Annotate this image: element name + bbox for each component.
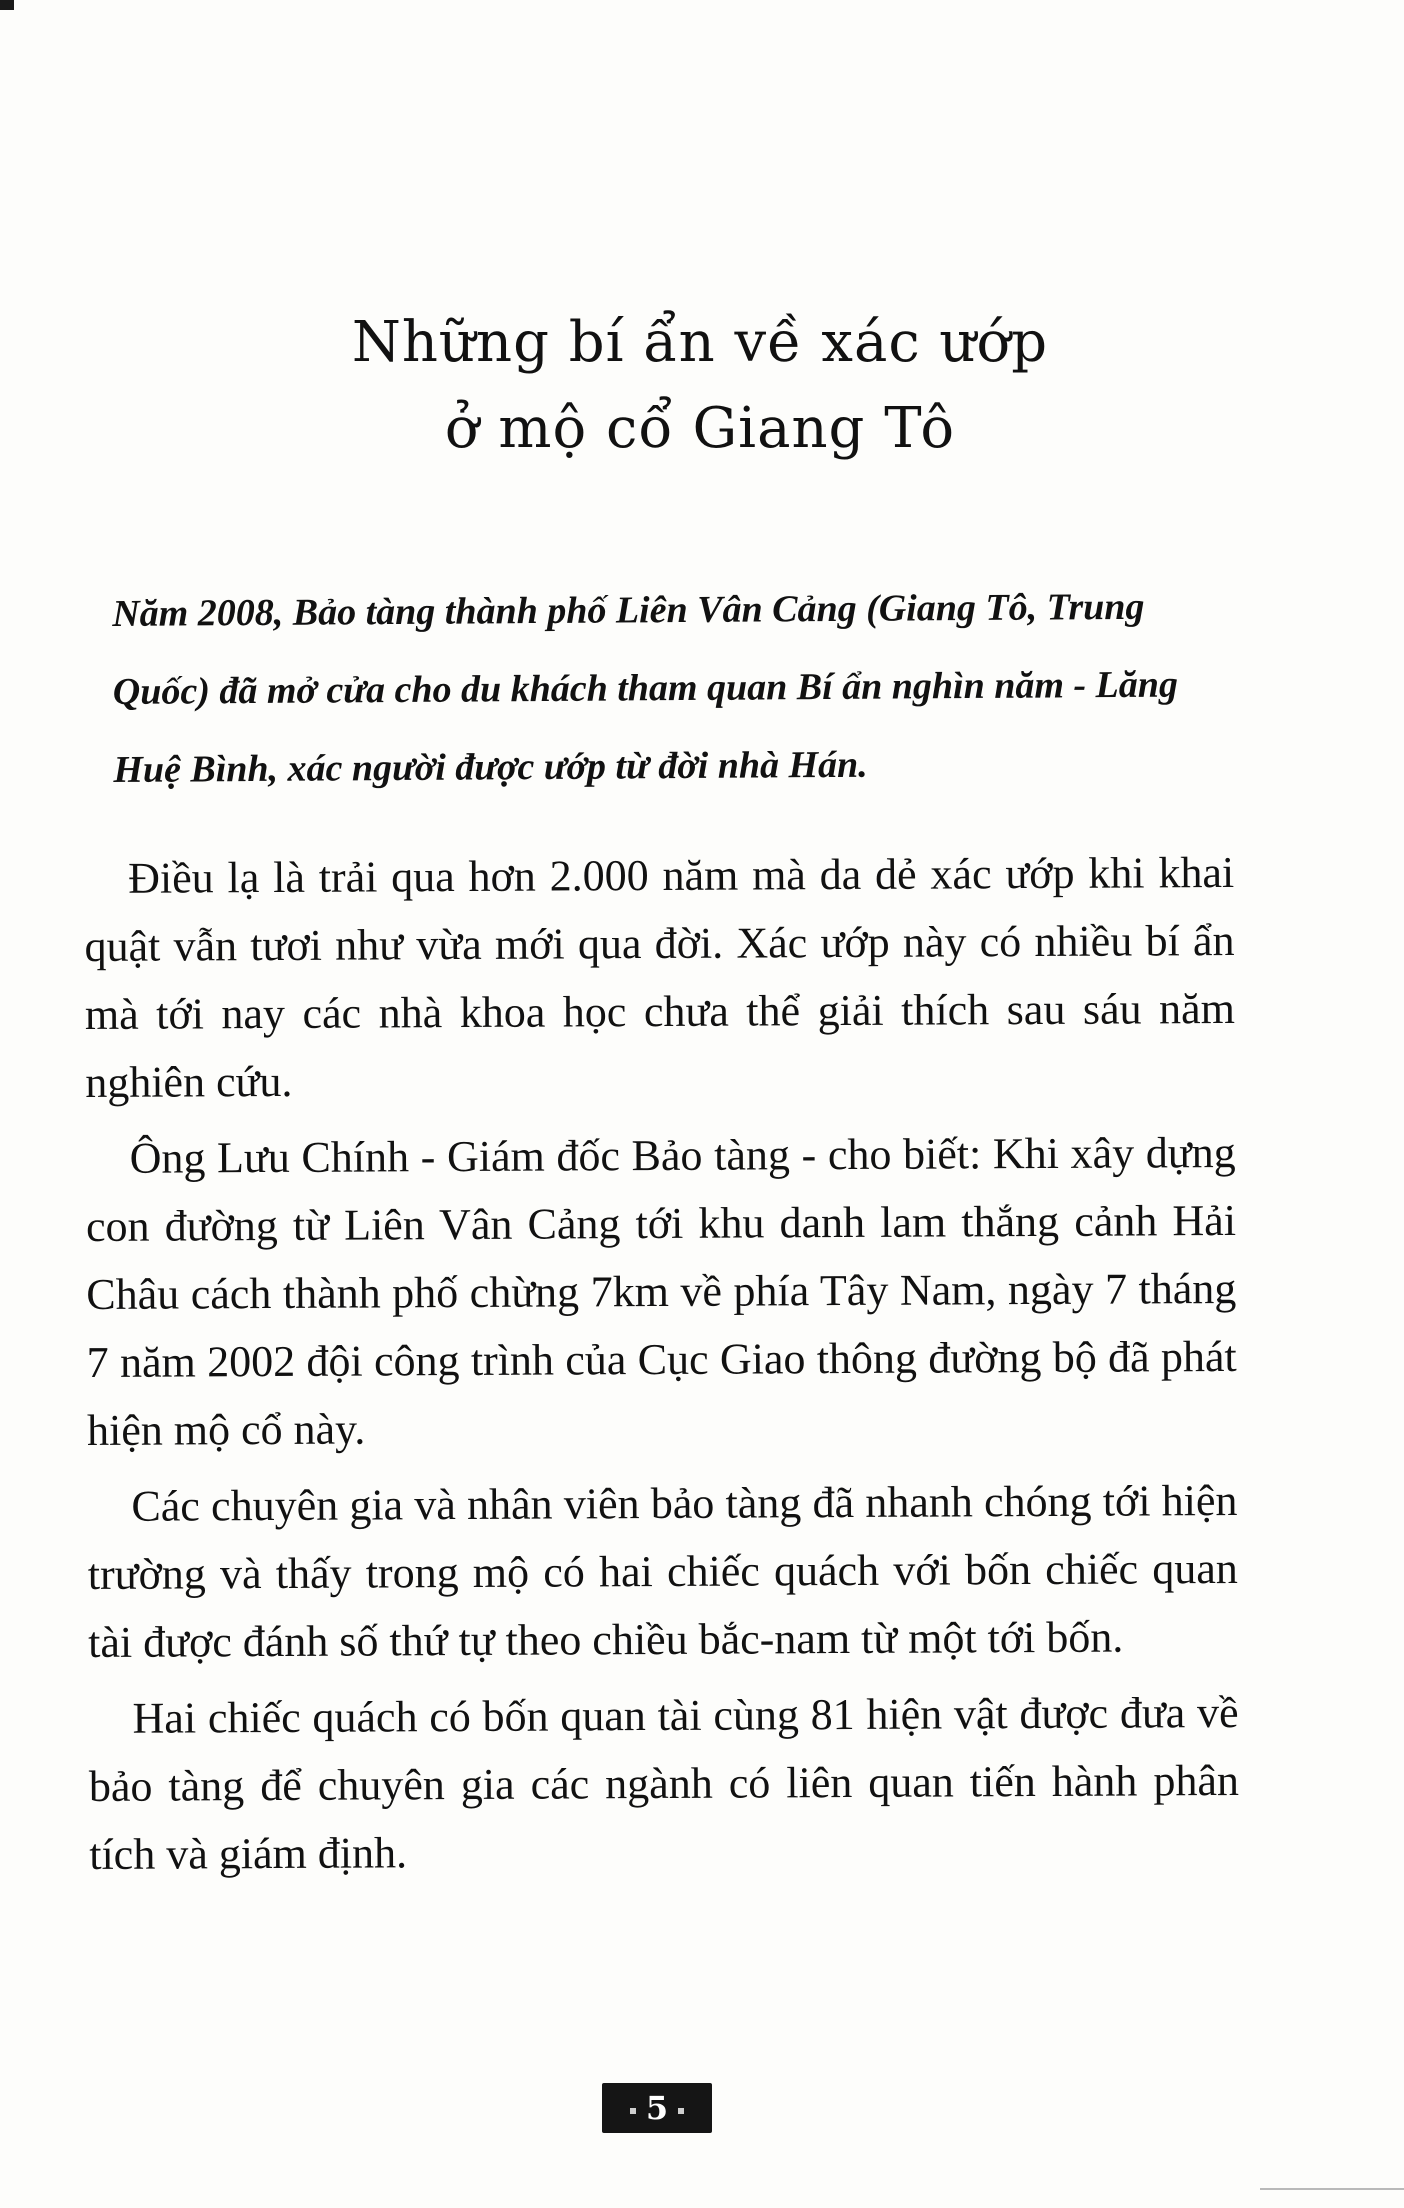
page-number-right-dot [678,2108,684,2114]
body-text [84,839,1239,1897]
body-paragraph-1: Điều lạ là trải qua hơn 2.000 năm mà da dẻ xác ướp khi khai quật vẫn tươi như vừa mới qua đời. Xác ướp này có nhiều bí ẩn mà tới nay các nhà khoa học chưa thể giải thích sau sáu năm nghiên cứu. [84,847,1235,1107]
chapter-title [180,300,1220,472]
scan-edge-line [1260,2188,1404,2190]
intro-paragraph: Năm 2008, Bảo tàng thành phố Liên Vân Cảng (Giang Tô, Trung Quốc) đã mở cửa cho du khách tham quan Bí ẩn nghìn năm - Lăng Huệ Bình, xác người được ướp từ đời nhà Hán. [112,585,1179,791]
page-number-badge [602,2083,712,2133]
page-number: 5 [645,2089,669,2127]
body-paragraph-2: Ông Lưu Chính - Giám đốc Bảo tàng - cho biết: Khi xây dựng con đường từ Liên Vân Cảng tới khu danh lam thắng cảnh Hải Châu cách thành phố chừng 7km về phía Tây Nam, ngày 7 tháng 7 năm 2002 đội công trình của Cục Giao thông đường bộ đã phát hiện mộ cổ này. [85,1127,1237,1455]
scan-corner-mark [0,0,14,10]
chapter-title-line-1: Những bí ẩn về xác ướp [351,310,1049,375]
page-number-left-dot [630,2108,636,2114]
body-paragraph-3: Các chuyên gia và nhân viên bảo tàng đã nhanh chóng tới hiện trường và thấy trong mộ có hai chiếc quách với bốn chiếc quan tài được đánh số thứ tự theo chiều bắc-nam từ một tới bốn. [87,1475,1238,1667]
body-paragraph-4: Hai chiếc quách có bốn quan tài cùng 81 hiện vật được đưa về bảo tàng để chuyên gia các ngành có liên quan tiến hành phân tích và giám định. [88,1687,1240,1879]
chapter-title-line-2: ở mộ cổ Giang Tô [444,396,956,461]
